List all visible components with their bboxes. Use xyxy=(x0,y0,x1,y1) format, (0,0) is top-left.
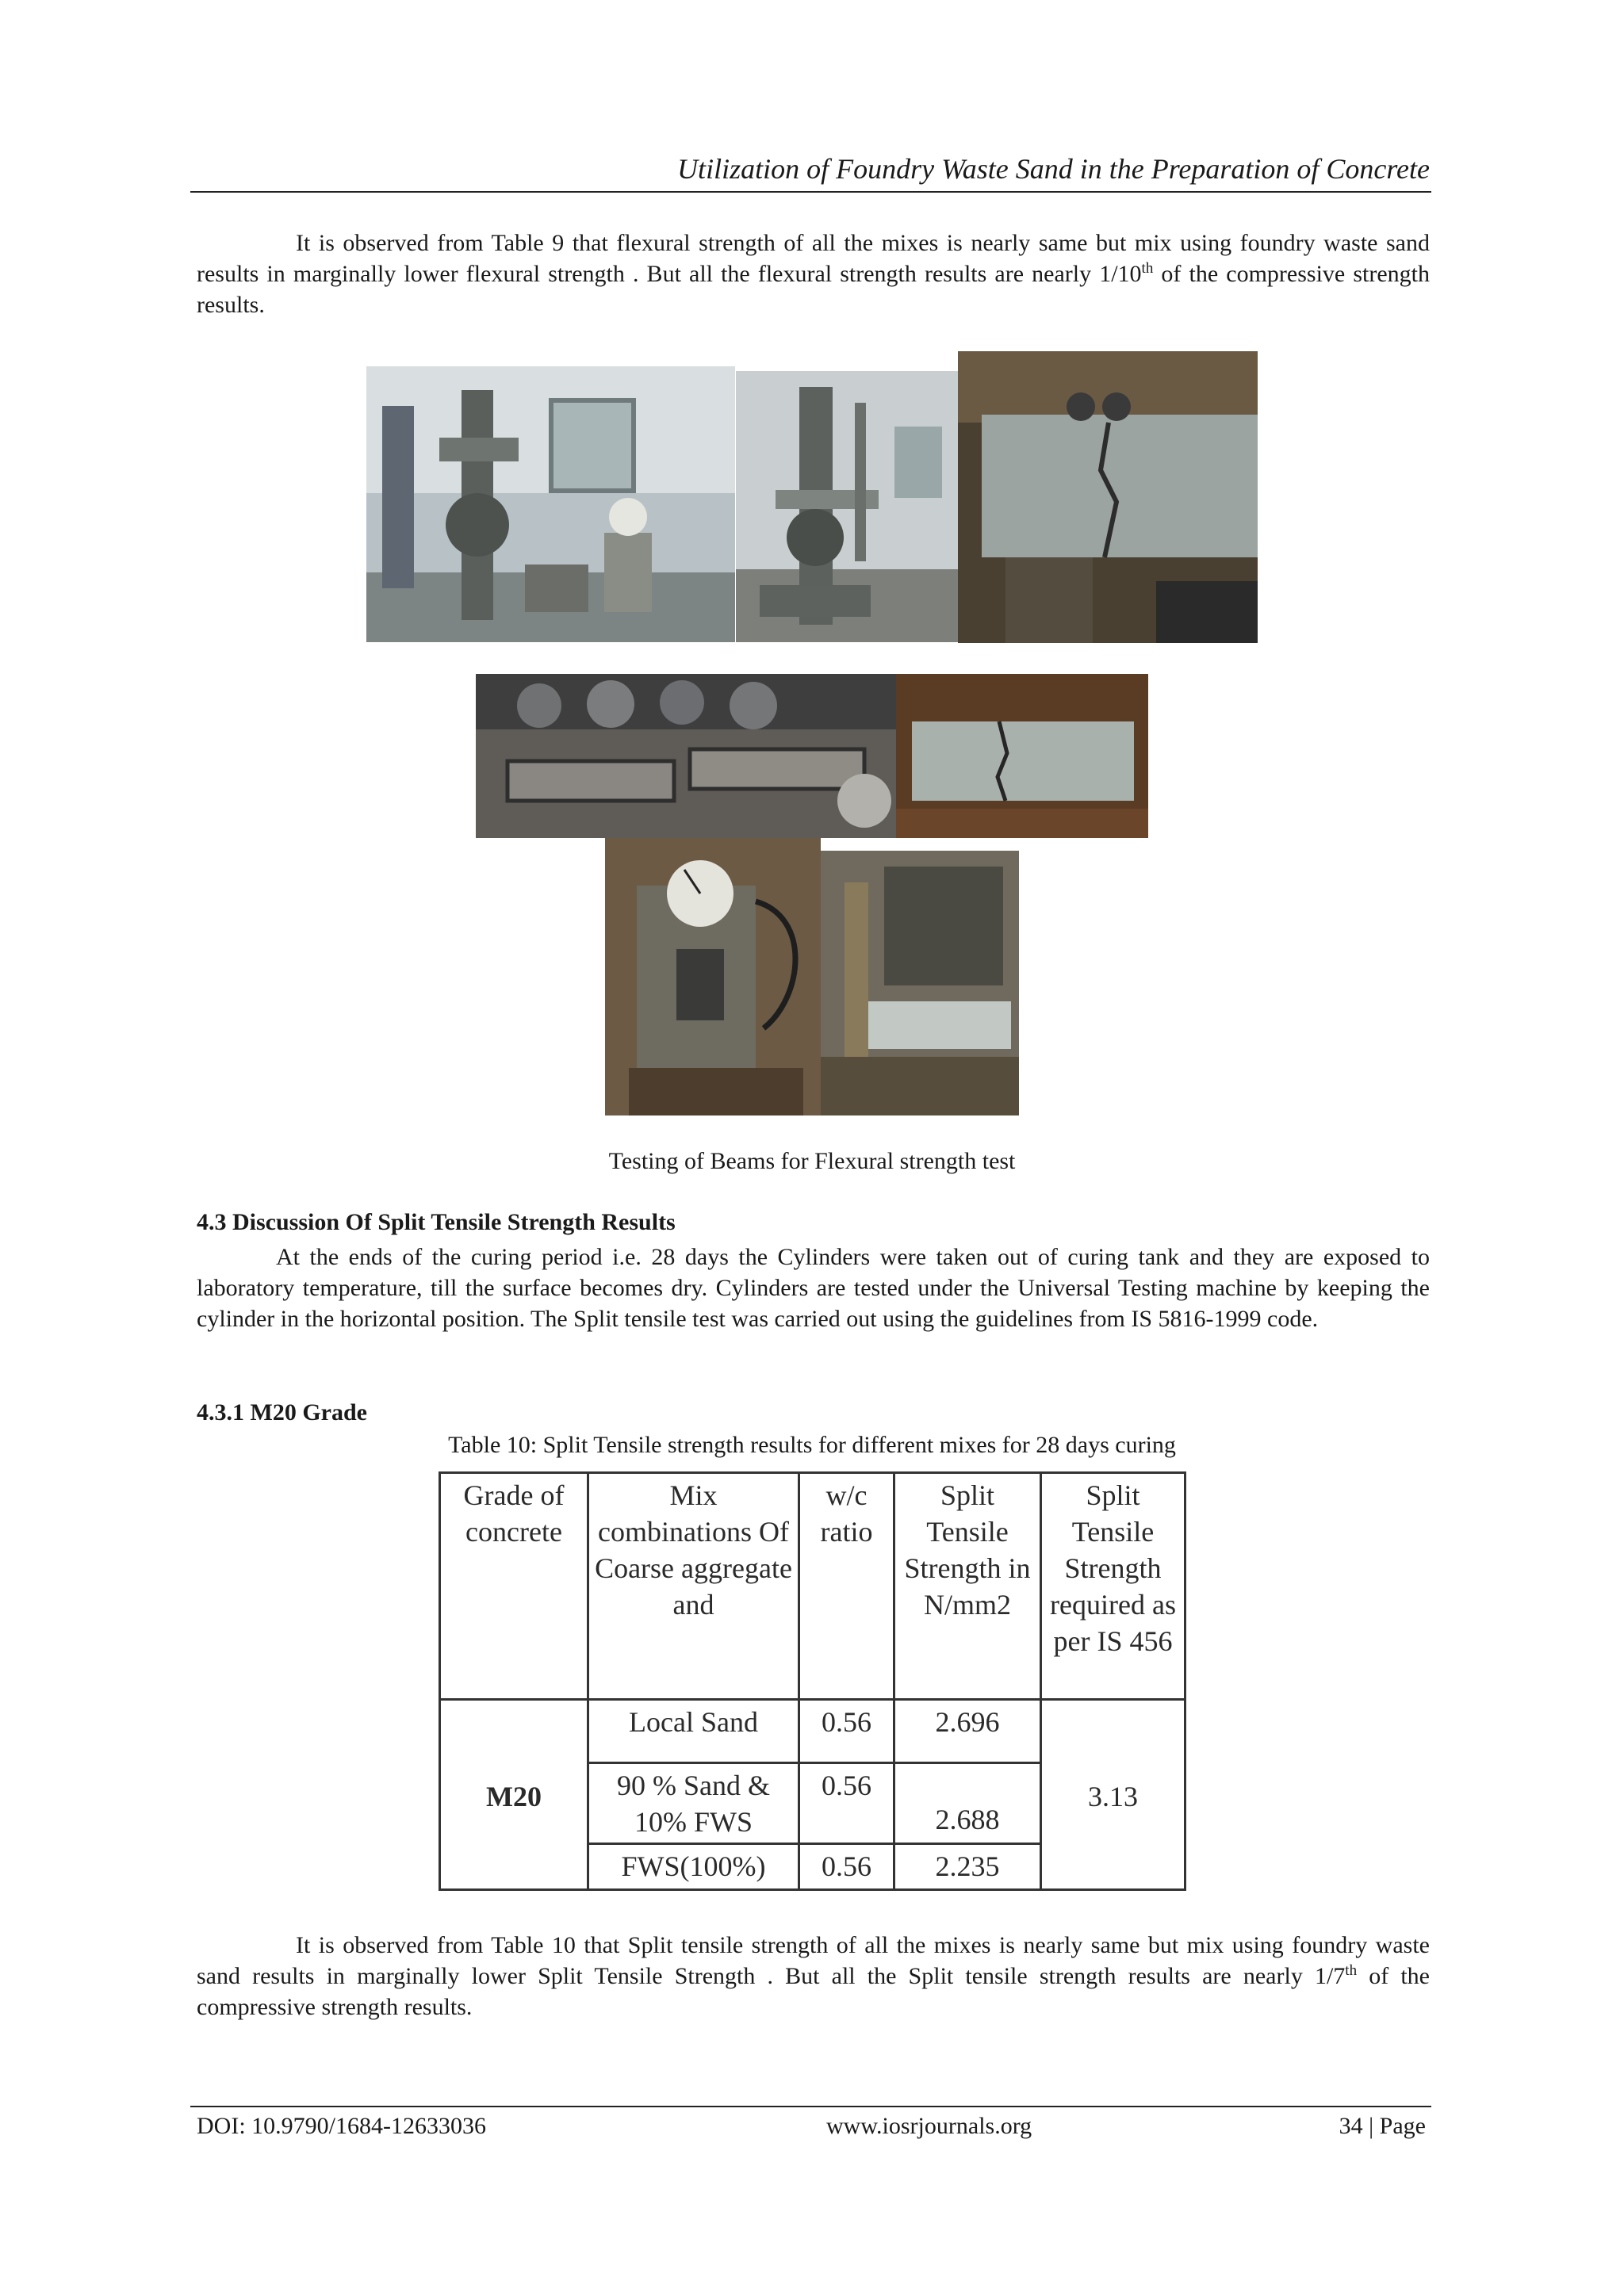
table-header-cell: Grade of concrete xyxy=(440,1473,588,1700)
table-caption: Table 10: Split Tensile strength results for different mixes for 28 days curing xyxy=(448,1432,1176,1458)
table-header-row xyxy=(440,1473,1185,1700)
section-heading-4-3: 4.3 Discussion Of Split Tensile Strength Results xyxy=(197,1209,676,1235)
table-cell: 2.696 xyxy=(894,1700,1041,1763)
table-header-cell: Mix combinations Of Coarse aggregate and xyxy=(588,1473,799,1700)
table-header-cell: w/c ratio xyxy=(799,1473,894,1700)
paragraph-flexural-observation xyxy=(197,228,1430,320)
figure-caption: Testing of Beams for Flexural strength test xyxy=(608,1148,1016,1174)
footer-rule xyxy=(190,2106,1431,2107)
paragraph-split-tensile-discussion xyxy=(197,1242,1430,1334)
photo-testing-machine-1 xyxy=(366,366,735,642)
photo-cracked-beam-specimen xyxy=(896,674,1148,838)
photo-beam-under-load xyxy=(821,851,1019,1115)
photo-testing-machine-2 xyxy=(736,371,960,642)
table-cell: FWS(100%) xyxy=(588,1844,799,1890)
table-cell: 90 % Sand & 10% FWS xyxy=(588,1763,799,1844)
footer-doi: DOI: 10.9790/1684-12633036 xyxy=(197,2113,486,2139)
table-cell-required: 3.13 xyxy=(1041,1700,1185,1890)
paragraph-split-tensile-observation xyxy=(197,1930,1430,2022)
table-cell: 2.688 xyxy=(894,1763,1041,1844)
table-header-cell: Split Tensile Strength in N/mm2 xyxy=(894,1473,1041,1700)
paragraph-text: It is observed from Table 9 that flexural strength of all the mixes is nearly same but mix using foundry waste sand results in marginally lower flexural strength . But all the flexural strength results are nearly 1/10 xyxy=(197,230,1430,287)
footer-page-number: 34 | Page xyxy=(1339,2113,1426,2139)
paragraph-text: At the ends of the curing period i.e. 28 days the Cylinders were taken out of curing tank and they are exposed to laboratory temperature, till the surface becomes dry. Cylinders are tested under the Universal Testing machine by keeping the cylinder in the horizontal position. The Split tensile test was carried out using the guidelines from IS 5816-1999 code. xyxy=(197,1244,1430,1332)
photo-beam-moulds xyxy=(476,674,896,838)
split-tensile-table xyxy=(439,1471,1186,1891)
paragraph-text: It is observed from Table 10 that Split tensile strength of all the mixes is nearly same but mix using foundry waste sand results in marginally lower Split Tensile Strength . But all the Split tensile strength results are nearly 1/7 xyxy=(197,1932,1430,1989)
table-cell: 2.235 xyxy=(894,1844,1041,1890)
paragraph-text: of the compressive strength results. xyxy=(197,261,1430,318)
table-cell: 0.56 xyxy=(799,1700,894,1763)
footer-website-link[interactable]: www.iosrjournals.org xyxy=(826,2113,1032,2139)
superscript: th xyxy=(1141,260,1154,277)
superscript: th xyxy=(1345,1962,1358,1979)
table-cell: 0.56 xyxy=(799,1844,894,1890)
header-rule xyxy=(190,191,1431,193)
photo-compression-press xyxy=(605,838,821,1115)
table-row xyxy=(440,1700,1185,1763)
photo-beam-flexure-crack xyxy=(958,351,1258,643)
paragraph-text: of the compressive strength results. xyxy=(197,1963,1430,2020)
section-heading-4-3-1: 4.3.1 M20 Grade xyxy=(197,1399,367,1425)
table-cell: Local Sand xyxy=(588,1700,799,1763)
table-cell: 0.56 xyxy=(799,1763,894,1844)
table-header-cell: Split Tensile Strength required as per IS 456 xyxy=(1041,1473,1185,1700)
running-title: Utilization of Foundry Waste Sand in the Preparation of Concrete xyxy=(677,153,1430,185)
table-cell-grade: M20 xyxy=(440,1700,588,1890)
